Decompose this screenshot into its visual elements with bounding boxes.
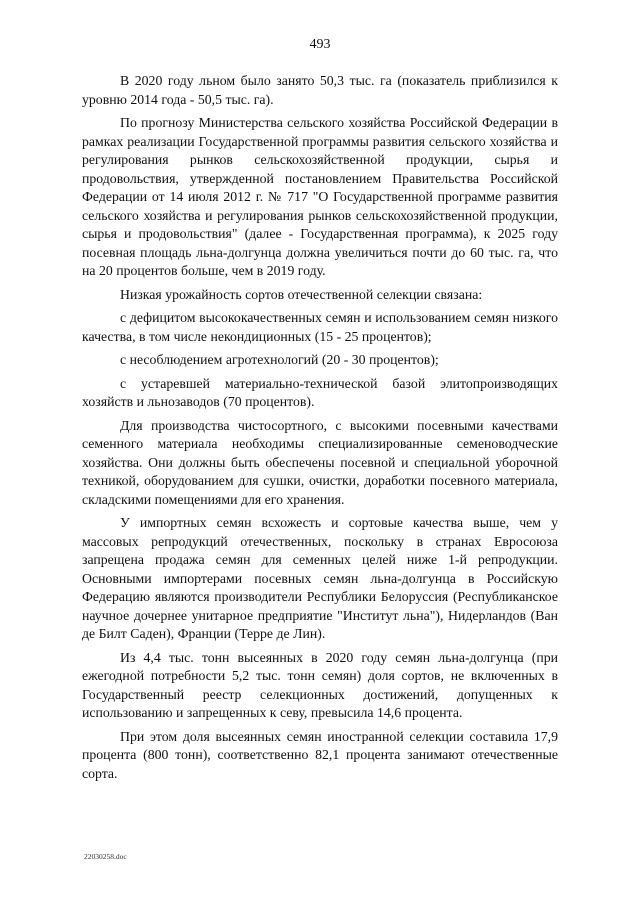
paragraph: При этом доля высеянных семян иностранной селекции составила 17,9 процента (800 тонн), соответственно 82,1 процента занимают отечественные сорта. bbox=[82, 728, 558, 781]
footer-file-code: 22030258.doc bbox=[84, 852, 127, 861]
paragraph: По прогнозу Министерства сельского хозяйства Российской Федерации в рамках реализации Государственной программы развития сельского хозяйства и регулирования рынков сельскохозяйственной продукции, сырья и продовольствия, утвержденной постановлением Правительства Российской Федерации от 14 июля 2012 г. № 717 "О Государственной программе развития сельского хозяйства и регулирования рынков сельскохозяйственной продукции, сырья и продовольствия" (далее - Государственная программа), к 2025 году посевная площадь льна-долгунца должна увеличиться почти до 60 тыс. га, что на 20 процентов больше, чем в 2019 году. bbox=[82, 115, 558, 278]
paragraph: Из 4,4 тыс. тонн высеянных в 2020 году семян льна-долгунца (при ежегодной потребности 5,2 тыс. тонн семян) доля сортов, не включенных в Государственный реестр селекционных достижений, допущенных к использованию и запрещенных к севу, превысила 14,6 процента. bbox=[82, 649, 558, 720]
paragraph: У импортных семян всхожесть и сортовые качества выше, чем у массовых репродукций отечественных, поскольку в странах Евросоюза запрещена продажа семян для семенных целей ниже 1-й репродукции. Основными импортерами посевных семян льна-долгунца в Российскую Федерацию являются производители Республики Белоруссия (Республиканское научное дочернее унитарное предприятие "Институт льна"), Нидерландов (Ван де Билт Саден), Франции (Терре де Лин). bbox=[82, 515, 558, 641]
page-number: 493 bbox=[309, 37, 331, 52]
paragraph: с устаревшей материально-технической базой элитопроизводящих хозяйств и льнозаводов (70 процентов). bbox=[82, 375, 558, 409]
paragraph: Низкая урожайность сортов отечественной селекции связана: bbox=[120, 286, 483, 302]
paragraph: с дефицитом высококачественных семян и использованием семян низкого качества, в том числе некондиционных (15 - 25 процентов); bbox=[82, 310, 558, 344]
paragraph: Для производства чистосортного, с высокими посевными качествами семенного материала необходимы специализированные семеноводческие хозяйства. Они должны быть обеспечены посевной и специальной уборочной техникой, оборудованием для сушки, очистки, доработки посевного материала, складскими помещениями для его хранения. bbox=[82, 417, 558, 507]
document-body bbox=[82, 72, 558, 788]
paragraph: с несоблюдением агротехнологий (20 - 30 процентов); bbox=[120, 352, 439, 367]
paragraph: В 2020 году льном было занято 50,3 тыс. га (показатель приблизился к уровню 2014 года - 50,5 тыс. га). bbox=[82, 73, 558, 107]
